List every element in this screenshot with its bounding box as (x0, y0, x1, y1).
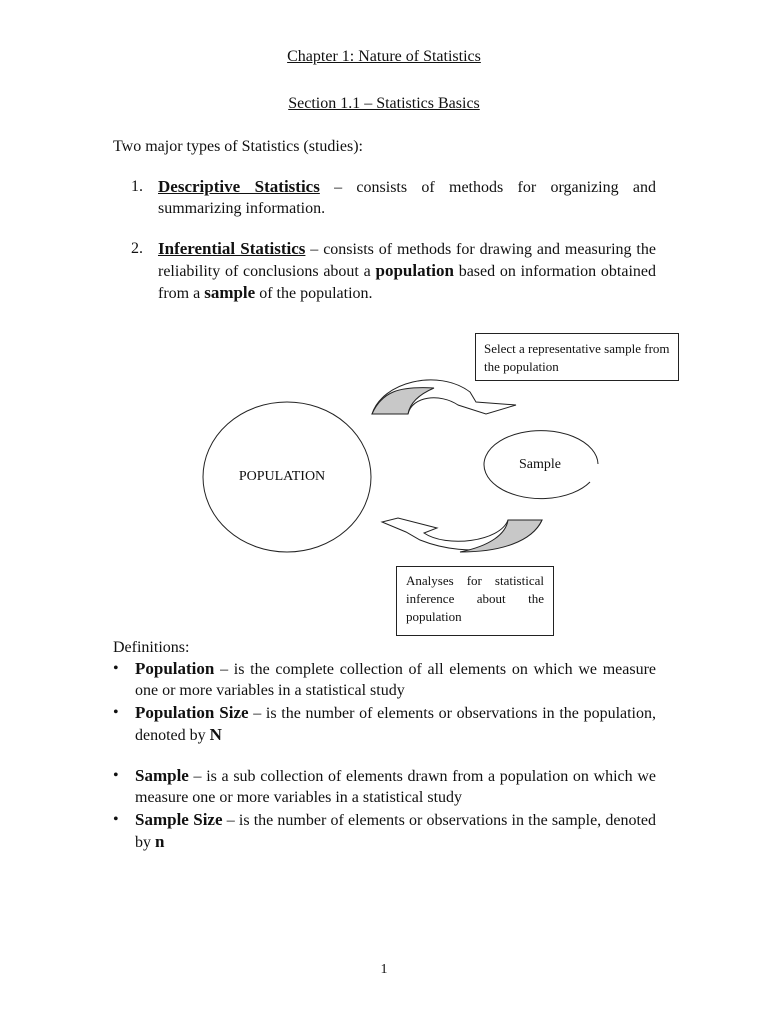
intro-text: Two major types of Statistics (studies): (113, 138, 363, 155)
definition-text: – is a sub collection of elements drawn from a population on which we measure one or more variables in a statistical study (135, 768, 656, 806)
population-label: POPULATION (238, 469, 326, 484)
definition-population (113, 658, 656, 701)
definitions-list-a (113, 658, 656, 746)
inferential-definition-b: based on information obtained from a (158, 263, 657, 302)
definition-term: Sample (135, 766, 189, 785)
bullet-icon: • (113, 704, 119, 721)
list-number: 2. (131, 240, 143, 257)
page-number: 1 (380, 962, 388, 977)
section-title-text: Section 1.1 – Statistics Basics (288, 95, 480, 112)
definitions-list-b (113, 765, 656, 853)
term-population: population (375, 261, 454, 280)
bullet-icon: • (113, 767, 119, 784)
definition-text: – is the number of elements or observations in the sample, denoted by (135, 812, 657, 851)
definition-symbol: N (209, 725, 222, 744)
bullet-icon: • (113, 660, 119, 677)
callout-select-sample (475, 333, 679, 381)
definition-sample-size (113, 809, 656, 853)
callout-analyses (396, 566, 554, 636)
definition-term: Sample Size (135, 810, 223, 829)
definition-term: Population Size (135, 703, 249, 722)
top-arrow-shade (372, 388, 434, 414)
definitions-heading: Definitions: (113, 639, 190, 656)
list-number: 1. (131, 178, 143, 195)
descriptive-definition: – consists of methods for organizing and summarizing information. (158, 179, 656, 217)
inferential-definition-c: of the population. (255, 285, 373, 302)
chapter-title-text: Chapter 1: Nature of Statistics (287, 48, 481, 65)
definition-text: – is the number of elements or observations in the population, denoted by (135, 705, 657, 744)
term-inferential-statistics: Inferential Statistics (158, 239, 306, 258)
inferential-definition-a: – consists of methods for drawing and measuring the reliability of conclusions about a (158, 241, 656, 280)
callout-analyses-text: Analyses for statistical inference about the population (406, 573, 544, 624)
term-sample: sample (204, 283, 256, 302)
definition-term: Population (135, 659, 215, 678)
definition-population-size (113, 702, 656, 746)
term-descriptive-statistics: Descriptive Statistics (158, 177, 320, 196)
definition-symbol: n (155, 832, 165, 851)
sample-label: Sample (519, 457, 561, 472)
bullet-icon: • (113, 811, 119, 828)
callout-select-sample-text: Select a representative sample from the population (484, 341, 670, 374)
definition-sample (113, 765, 656, 808)
definition-text: – is the complete collection of all elements on which we measure one or more variables in a statistical study (135, 661, 656, 699)
